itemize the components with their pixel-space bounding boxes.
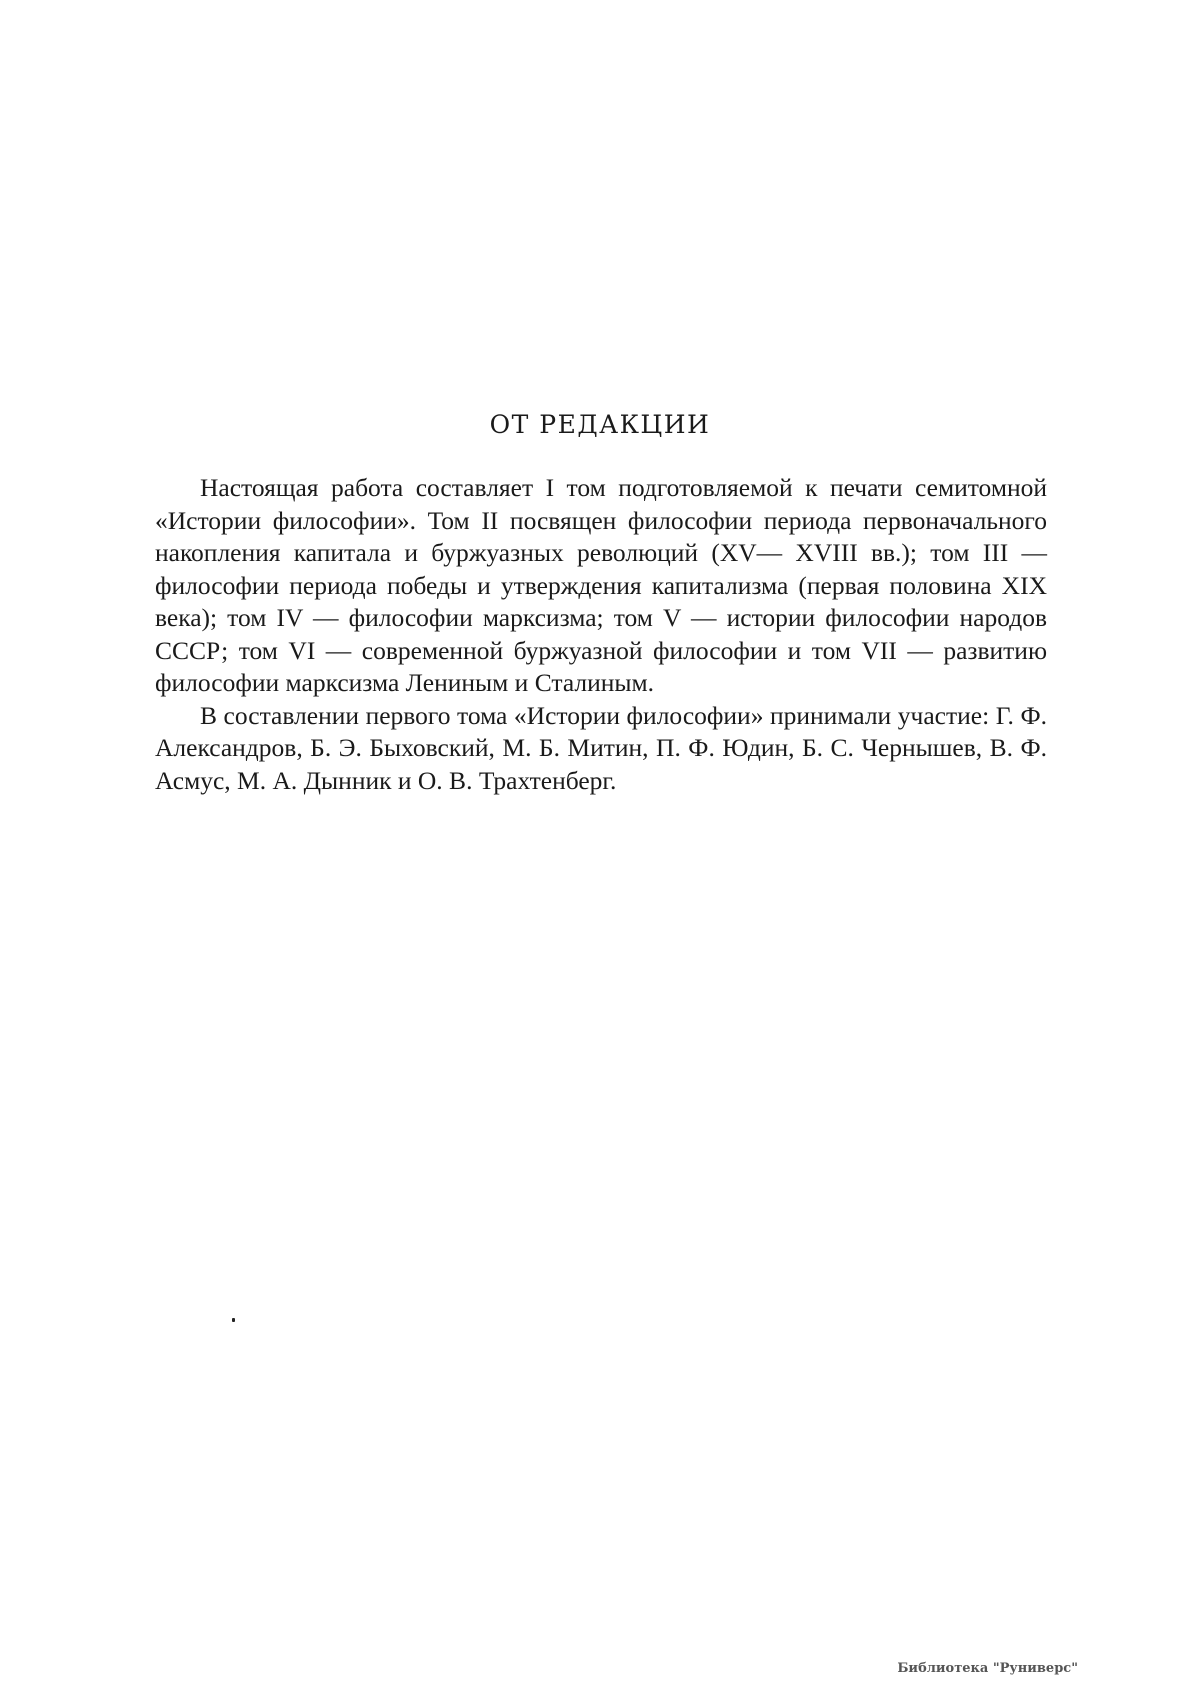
editorial-note-body [155, 472, 1047, 797]
page-heading: ОТ РЕДАКЦИИ [489, 410, 711, 439]
paragraph-volumes: Настоящая работа составляет I том подготовляемой к печати семитомной «Истории философии». Том II посвящен философии периода первоначального накопления капитала и буржуазных революций (XV— XVIII вв.); том III — философии периода победы и утверждения капитализма (первая половина XIX века); том IV — философии марксизма; том V — истории философии народов СССР; том VI — современной буржуазной философии и том VII — развитию философии марксизма Лениным и Сталиным. [155, 473, 1047, 697]
paragraph-contributors: В составлении первого тома «Истории философии» принимали участие: Г. Ф. Александров, Б. Э. Быховский, М. Б. Митин, П. Ф. Юдин, Б. С. Чернышев, В. Ф. Асмус, М. А. Дынник и О. В. Трахтенберг. [155, 700, 1047, 795]
library-watermark: Библиотека "Руниверс" [897, 1661, 1078, 1676]
scan-speck [232, 1318, 235, 1322]
